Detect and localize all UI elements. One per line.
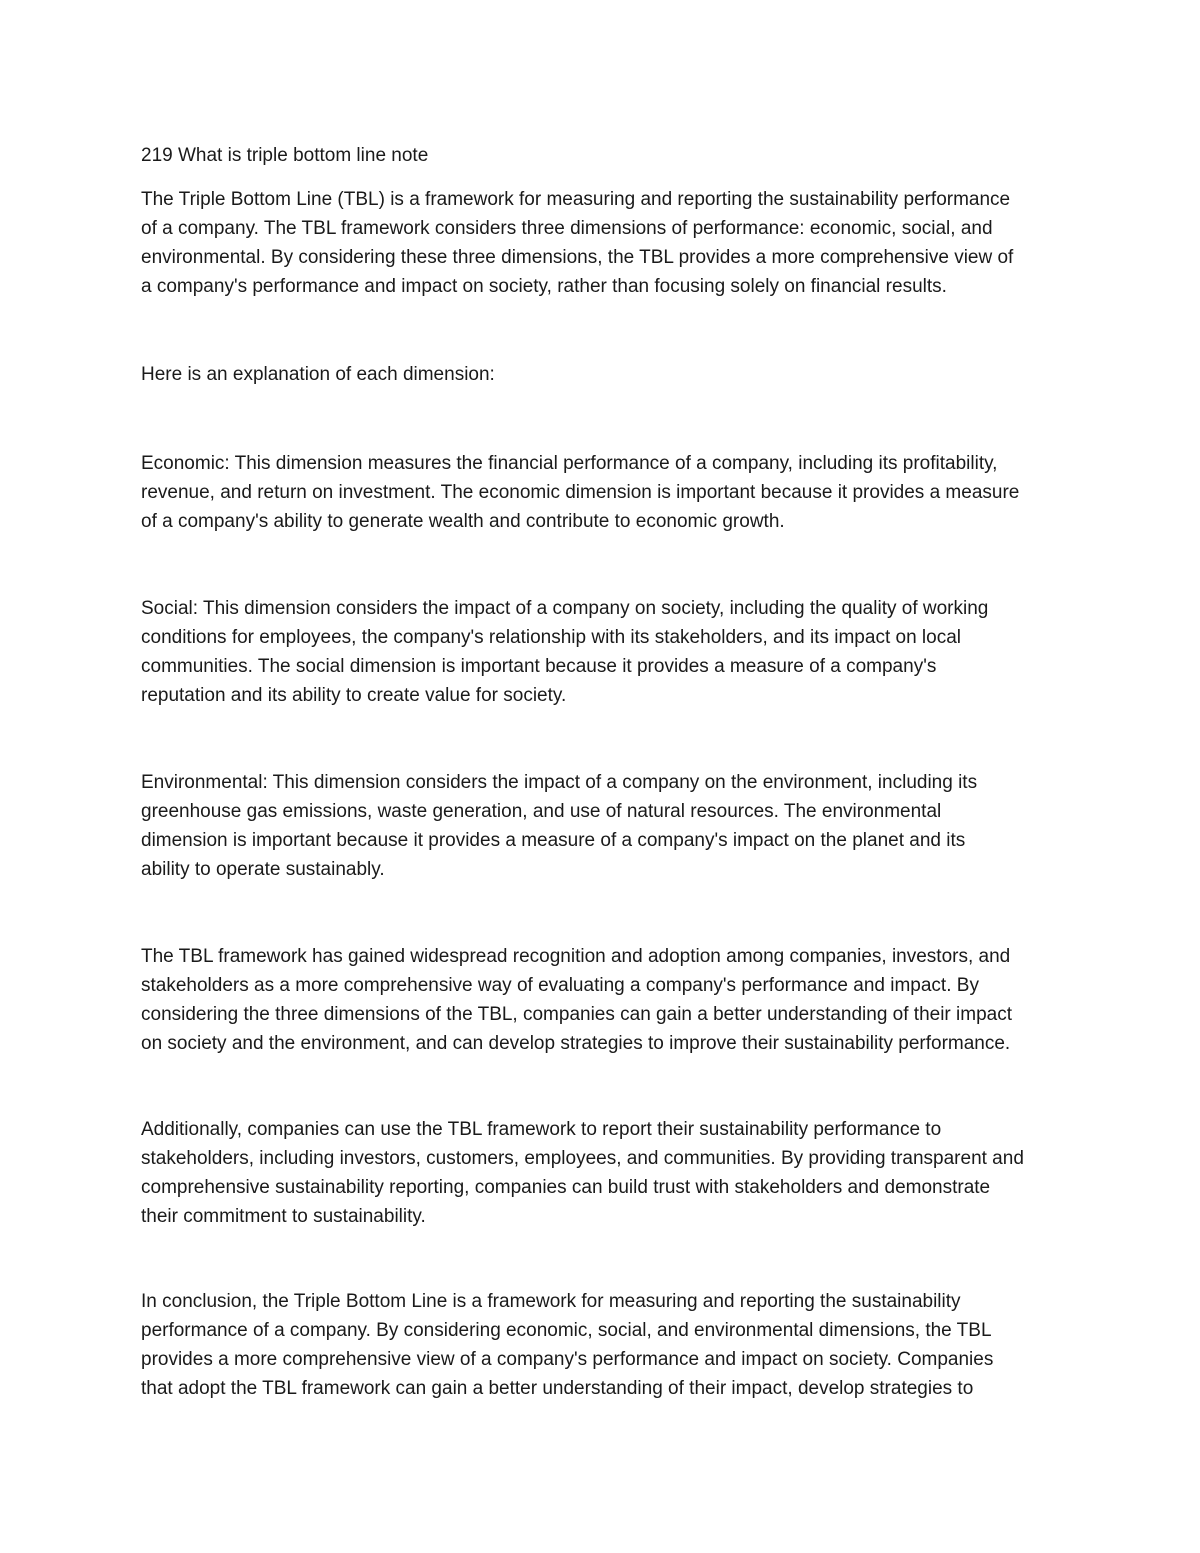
paragraph-line: conditions for employees, the company's relationship with its stakeholders, and its impact on local: [141, 627, 961, 648]
paragraph-line: The TBL framework has gained widespread recognition and adoption among companies, investors, and: [141, 946, 1011, 967]
paragraph-line: comprehensive sustainability reporting, companies can build trust with stakeholders and demonstrate: [141, 1177, 991, 1198]
paragraph-line: considering the three dimensions of the TBL, companies can gain a better understanding of their impact: [141, 1004, 1013, 1025]
paragraph-line: Social: This dimension considers the impact of a company on society, including the quality of working: [141, 598, 989, 619]
paragraph-line: Here is an explanation of each dimension:: [141, 364, 495, 385]
paragraph-line: stakeholders as a more comprehensive way of evaluating a company's performance and impact. By: [141, 975, 979, 996]
paragraph-social: [141, 594, 988, 710]
paragraph-line: on society and the environment, and can develop strategies to improve their sustainability performance.: [141, 1033, 1011, 1054]
paragraph-conclusion: [141, 1287, 993, 1403]
paragraph-line: performance of a company. By considering economic, social, and environmental dimensions, the TBL: [141, 1320, 992, 1341]
paragraph-line: In conclusion, the Triple Bottom Line is a framework for measuring and reporting the sustainability: [141, 1291, 961, 1312]
paragraph-line: environmental. By considering these three dimensions, the TBL provides a more comprehensive view of: [141, 247, 1014, 268]
paragraph-line: stakeholders, including investors, customers, employees, and communities. By providing transparent and: [141, 1148, 1024, 1169]
paragraph-explanation: [141, 360, 495, 389]
paragraph-line: provides a more comprehensive view of a company's performance and impact on society. Companies: [141, 1349, 994, 1370]
paragraph-line: Additionally, companies can use the TBL framework to report their sustainability performance to: [141, 1119, 942, 1140]
paragraph-line: Economic: This dimension measures the financial performance of a company, including its profitability,: [141, 453, 998, 474]
paragraph-line: that adopt the TBL framework can gain a better understanding of their impact, develop strategies to: [141, 1378, 974, 1399]
paragraph-additionally: [141, 1115, 1024, 1231]
paragraph-adoption: [141, 942, 1012, 1058]
paragraph-line: their commitment to sustainability.: [141, 1206, 426, 1227]
paragraph-line: a company's performance and impact on society, rather than focusing solely on financial results.: [141, 276, 947, 297]
paragraph-line: greenhouse gas emissions, waste generation, and use of natural resources. The environmental: [141, 801, 942, 822]
paragraph-line: The Triple Bottom Line (TBL) is a framework for measuring and reporting the sustainability performance: [141, 189, 1011, 210]
paragraph-line: reputation and its ability to create value for society.: [141, 685, 567, 706]
paragraph-line: of a company. The TBL framework considers three dimensions of performance: economic, social, and: [141, 218, 993, 239]
paragraph-line: Environmental: This dimension considers the impact of a company on the environment, including its: [141, 772, 978, 793]
paragraph-intro: [141, 185, 1013, 301]
paragraph-line: revenue, and return on investment. The economic dimension is important because it provides a measure: [141, 482, 1020, 503]
paragraph-economic: [141, 449, 1019, 536]
paragraph-line: of a company's ability to generate wealth and contribute to economic growth.: [141, 511, 785, 532]
paragraph-line: communities. The social dimension is important because it provides a measure of a company's: [141, 656, 937, 677]
paragraph-line: dimension is important because it provides a measure of a company's impact on the planet and its: [141, 830, 966, 851]
paragraph-environmental: [141, 768, 977, 884]
document-heading: 219 What is triple bottom line note: [141, 145, 429, 166]
paragraph-line: ability to operate sustainably.: [141, 859, 385, 880]
